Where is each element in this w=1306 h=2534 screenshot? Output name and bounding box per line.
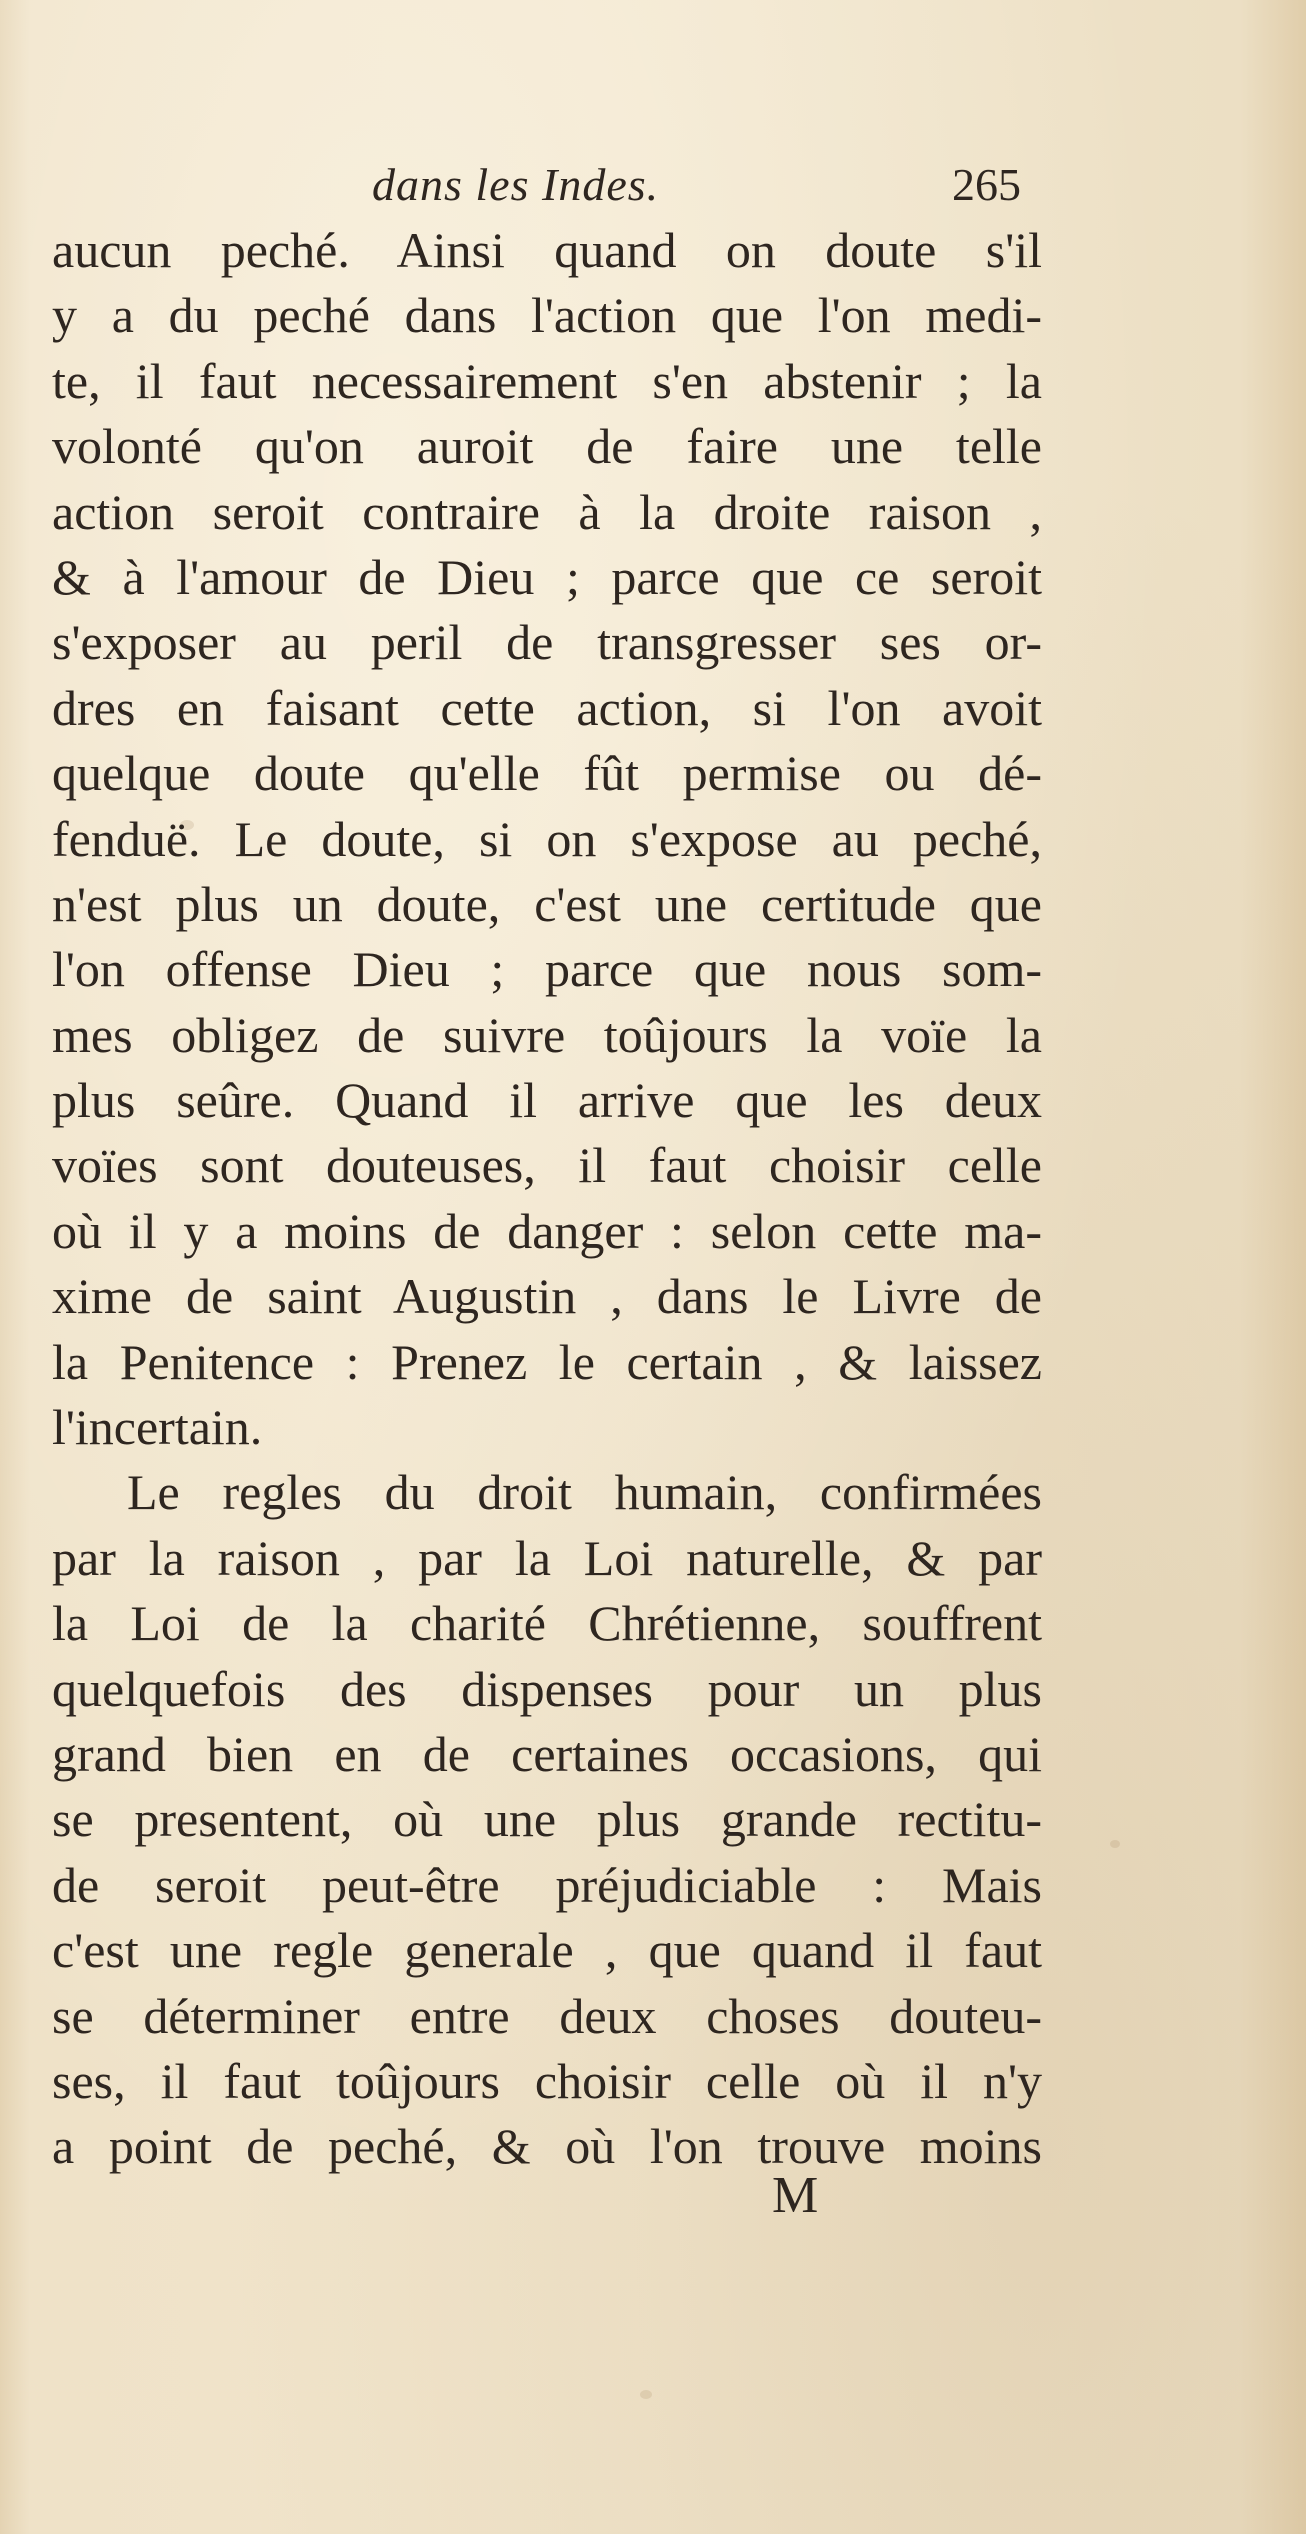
text-line: quelque doute qu'elle fût permise ou dé- xyxy=(52,745,1042,802)
text-line: se presentent, où une plus grande rectitu- xyxy=(52,1791,1042,1848)
text-line: action seroit contraire à la droite raison , xyxy=(52,483,1042,540)
text-line: l'on offense Dieu ; parce que nous som- xyxy=(52,941,1042,998)
running-head: dans les Indes. xyxy=(372,159,660,210)
text-line: grand bien en de certaines occasions, qui xyxy=(52,1725,1042,1782)
text-line: aucun peché. Ainsi quand on doute s'il xyxy=(52,222,1042,278)
paper-stain xyxy=(640,2390,652,2399)
text-line: la Penitence : Prenez le certain , & laissez xyxy=(52,1333,1042,1390)
text-line: quelquefois des dispenses pour un plus xyxy=(52,1660,1042,1717)
text-line: de seroit peut-être préjudiciable : Mais xyxy=(52,1856,1042,1913)
page-number: 265 xyxy=(952,159,1021,210)
text-line: te, il faut necessairement s'en abstenir ; la xyxy=(52,352,1042,409)
text-line: fenduë. Le doute, si on s'expose au peché, xyxy=(52,810,1042,867)
paragraph xyxy=(52,218,1042,1460)
signature-mark: M xyxy=(772,2167,821,2224)
page-header xyxy=(0,158,1306,218)
text-line: la Loi de la charité Chrétienne, souffrent xyxy=(52,1595,1042,1652)
text-line: xime de saint Augustin , dans le Livre de xyxy=(52,1268,1042,1325)
paragraph xyxy=(52,1460,1042,2179)
text-line: ses, il faut toûjours choisir celle où il n'y xyxy=(52,2052,1042,2109)
text-line: où il y a moins de danger : selon cette ma- xyxy=(52,1202,1042,1259)
text-line: n'est plus un doute, c'est une certitude que xyxy=(52,875,1042,932)
text-line: se déterminer entre deux choses douteu- xyxy=(52,1987,1042,2044)
text-line: s'exposer au peril de transgresser ses or- xyxy=(52,614,1042,671)
text-line: par la raison , par la Loi naturelle, & par xyxy=(52,1529,1042,1586)
text-line: l'incertain. xyxy=(52,1399,263,1456)
text-line: dres en faisant cette action, si l'on avoit xyxy=(52,679,1042,736)
text-line: a point de peché, & où l'on trouve moins xyxy=(52,2118,1042,2175)
text-line: y a du peché dans l'action que l'on medi- xyxy=(52,287,1042,344)
text-line: volonté qu'on auroit de faire une telle xyxy=(52,418,1042,475)
text-line: Le regles du droit humain, confirmées xyxy=(127,1464,1042,1521)
text-line: & à l'amour de Dieu ; parce que ce seroit xyxy=(52,548,1042,605)
text-line: c'est une regle generale , que quand il faut xyxy=(52,1922,1042,1979)
paper-stain xyxy=(1110,1840,1120,1848)
text-line: plus seûre. Quand il arrive que les deux xyxy=(52,1072,1042,1129)
text-line: voïes sont douteuses, il faut choisir celle xyxy=(52,1137,1042,1194)
body-text xyxy=(52,218,1042,2180)
text-line: mes obligez de suivre toûjours la voïe la xyxy=(52,1006,1042,1063)
